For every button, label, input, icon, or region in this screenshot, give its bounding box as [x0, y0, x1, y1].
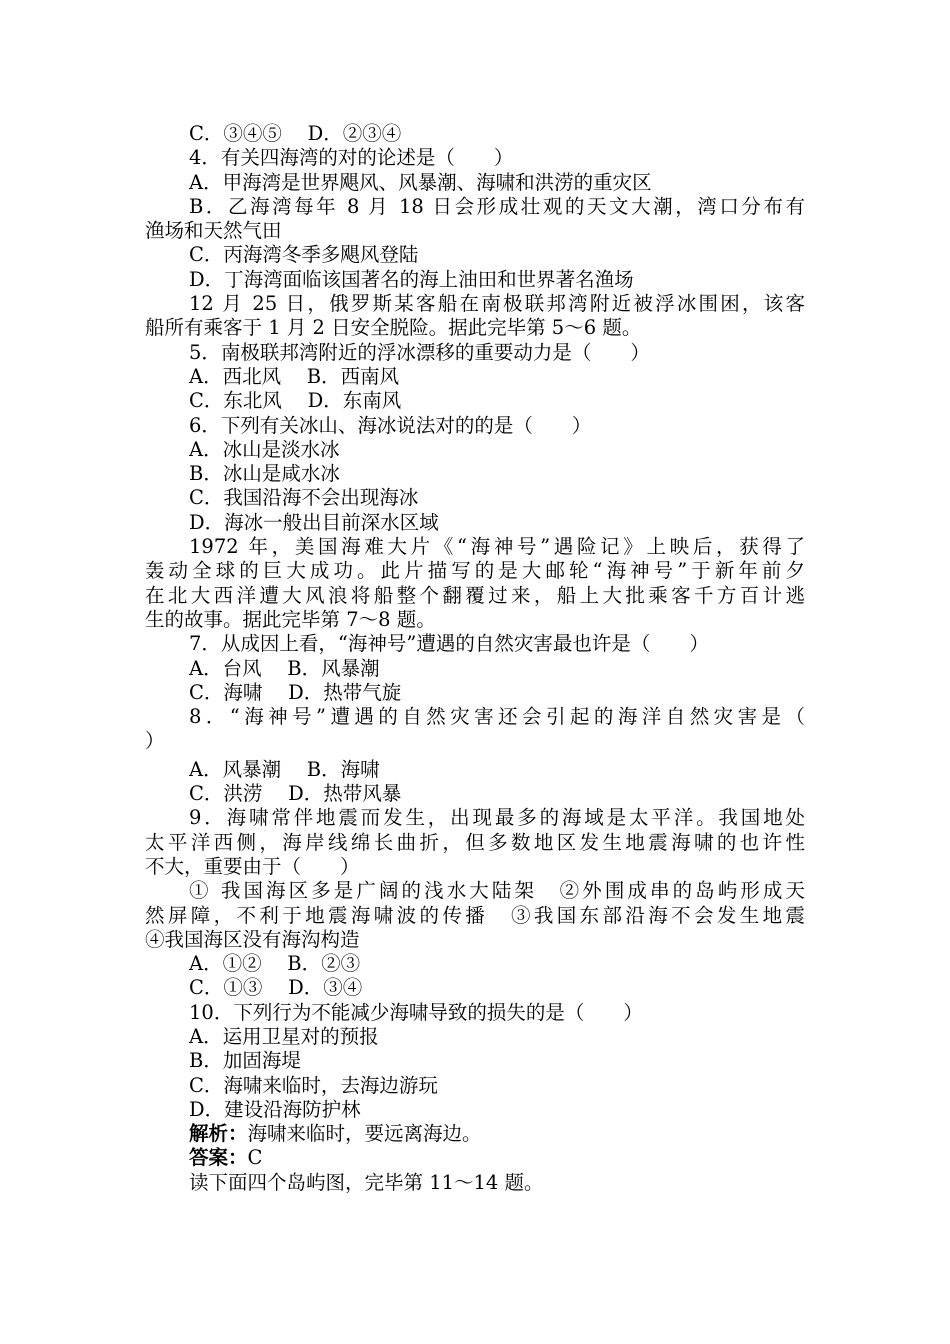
option-line: C．①③ D．③④ [189, 976, 363, 1000]
option-line: C．海啸来临时，去海边游玩 [189, 1073, 438, 1097]
option-line: A．①② B．②③ [189, 952, 361, 976]
option-line: A．运用卫星对的预报 [189, 1024, 379, 1048]
option-line: D．丁海湾面临该国著名的海上油田和世界著名渔场 [189, 267, 634, 291]
question-9-continued: 太平洋西侧，海岸线绵长曲折，但多数地区发生地震海啸的也许性 [145, 830, 805, 854]
option-line-continued: 渔场和天然气田 [145, 219, 282, 243]
question-5: 5．南极联邦湾附近的浮冰漂移的重要动力是（ ） [189, 340, 650, 364]
passage-line: 12 月 25 日，俄罗斯某客船在南极联邦湾附近被浮冰围困，该客 [189, 292, 805, 316]
statement-line: ④我国海区没有海沟构造 [145, 927, 360, 951]
passage-line: 生的故事。据此完毕第 7～8 题。 [145, 607, 436, 631]
option-line: C．我国沿海不会出现海冰 [189, 486, 419, 510]
option-line: C．丙海湾冬季多飓风登陆 [189, 243, 419, 267]
option-line: B．乙海湾每年 8 月 18 日会形成壮观的天文大潮，湾口分布有 [189, 194, 805, 218]
question-8-continued: ） [145, 729, 165, 753]
statement-line: ① 我国海区多是广阔的浅水大陆架 ②外围成串的岛屿形成天 [189, 879, 805, 903]
option-line: C．东北风 D．东南风 [189, 389, 402, 413]
question-8: 8．“海神号”遭遇的自然灾害还会引起的海洋自然灾害是（ [189, 705, 805, 729]
statement-line: 然屏障，不利于地震海啸波的传播 ③我国东部沿海不会发生地震 [145, 903, 805, 927]
option-line: D．海冰一般出目前深水区域 [189, 510, 439, 534]
answer-label: 答案： [189, 1146, 248, 1170]
option-line: C．③④⑤ D．②③④ [189, 122, 402, 145]
answer-text: C [247, 1146, 263, 1170]
option-line: C．海啸 D．热带气旋 [189, 680, 402, 704]
answer-line [145, 1146, 805, 1170]
question-10: 10．下列行为不能减少海啸导致的损失的是（ ） [189, 1000, 643, 1024]
passage-line: 1972 年，美国海难大片《“海神号”遇险记》上映后，获得了 [189, 535, 805, 559]
option-line: D．建设沿海防护林 [189, 1097, 361, 1121]
question-4: 4．有关四海湾的对的论述是（ ） [189, 146, 514, 170]
option-line: C．洪涝 D．热带风暴 [189, 782, 402, 806]
option-line: A．风暴潮 B．海啸 [189, 757, 380, 781]
passage-line: 在北大西洋遭大风浪将船整个翻覆过来，船上大批乘客千方百计逃 [145, 583, 805, 607]
question-9-continued: 不大，重要由于（ ） [145, 854, 360, 878]
option-line: A．台风 B．风暴潮 [189, 656, 380, 680]
option-line: B．加固海堤 [189, 1049, 301, 1073]
document-body [145, 122, 805, 1195]
analysis-line [145, 1122, 805, 1146]
option-line: A．甲海湾是世界飓风、风暴潮、海啸和洪涝的重灾区 [189, 170, 652, 194]
question-9: 9．海啸常伴地震而发生，出现最多的海域是太平洋。我国地处 [189, 806, 805, 830]
analysis-label: 解析： [189, 1122, 248, 1146]
question-6: 6．下列有关冰山、海冰说法对的的是（ ） [189, 413, 592, 437]
passage-line: 船所有乘客于 1 月 2 日安全脱险。据此完毕第 5～6 题。 [145, 316, 642, 340]
question-7: 7．从成因上看，“海神号”遭遇的自然灾害最也许是（ ） [189, 632, 709, 656]
passage-line: 轰动全球的巨大成功。此片描写的是大邮轮“海神号”于新年前夕 [145, 559, 805, 583]
option-line: A．西北风 B．西南风 [189, 364, 400, 388]
passage-line: 读下面四个岛屿图，完毕第 11～14 题。 [189, 1170, 544, 1194]
analysis-text: 海啸来临时，要远离海边。 [247, 1122, 482, 1146]
option-line: A．冰山是淡水冰 [189, 437, 340, 461]
option-line: B．冰山是咸水冰 [189, 462, 340, 486]
